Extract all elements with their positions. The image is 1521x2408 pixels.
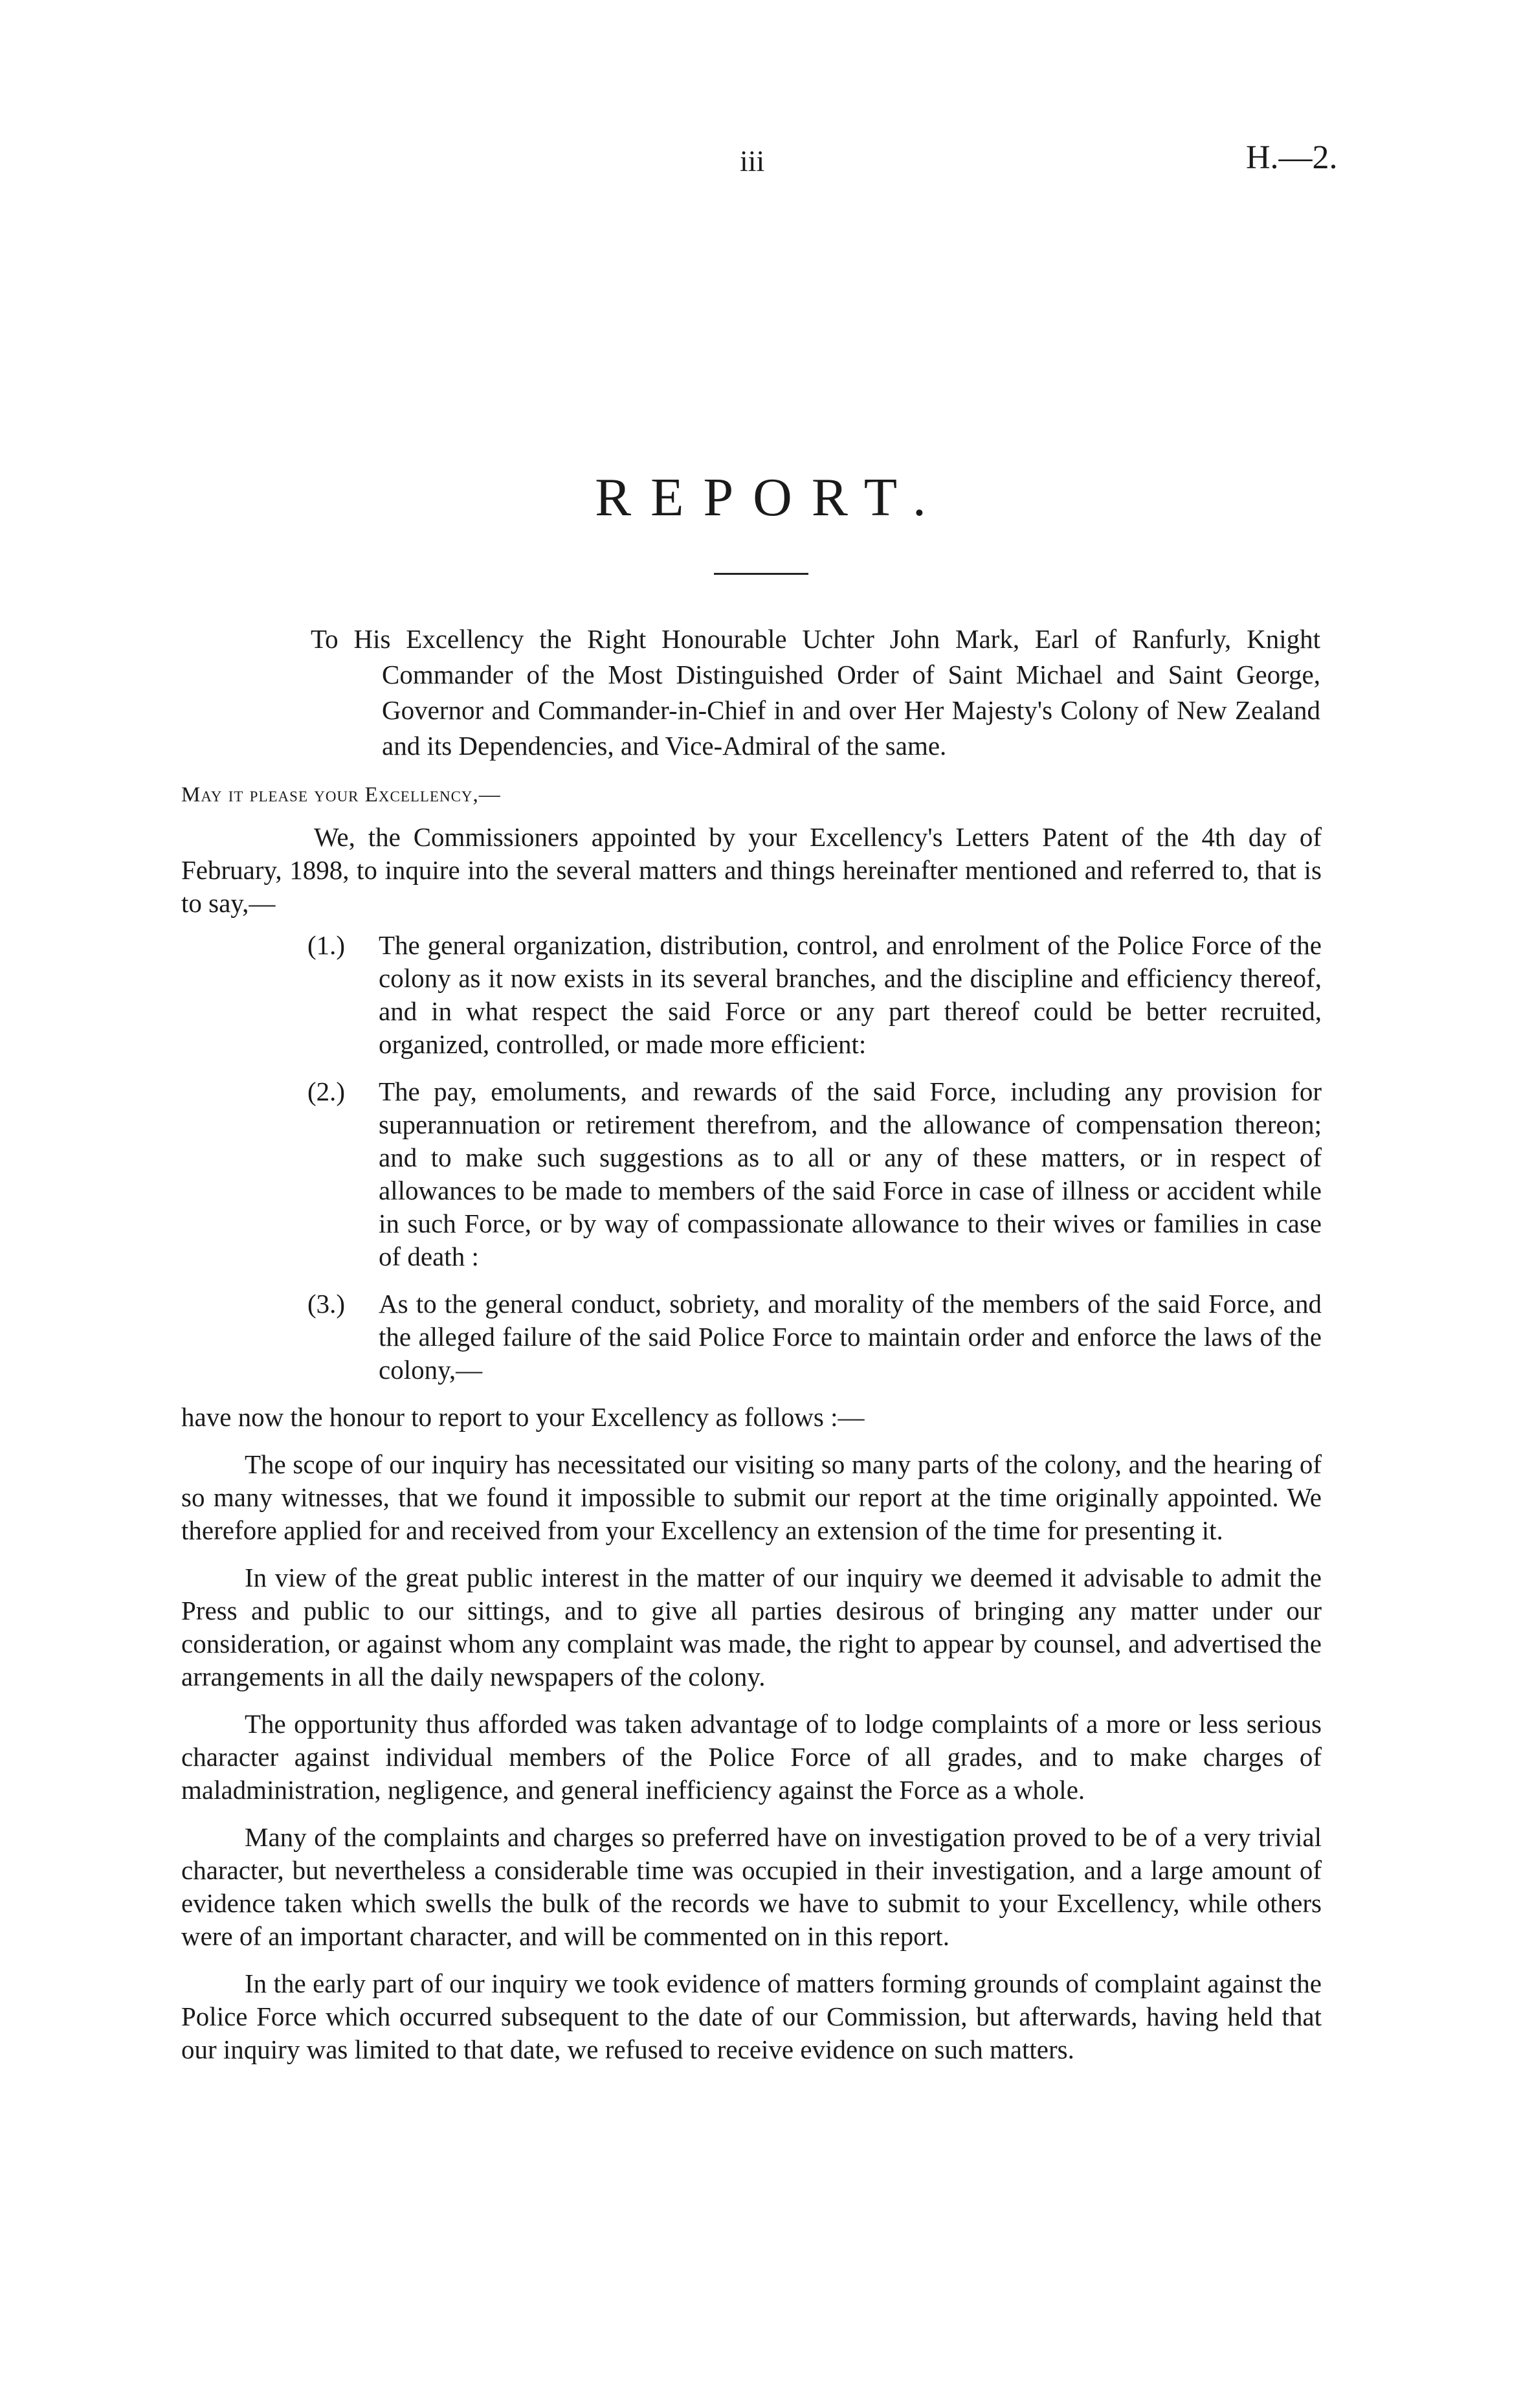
address-text: To His Excellency the Right Honourable Uchter John Mark, Earl of Ranfurly, Knight Commander of the Most Distinguished Order of Saint Michael and Saint George, Governor and Commander-in-Chief in and over Her Majesty's Colony of New Zealand and its Dependencies, and Vice-Admiral of the same.: [311, 624, 1320, 761]
address-block: [311, 621, 1320, 764]
body-paragraph: In view of the great public interest in the matter of our inquiry we deemed it advisable to admit the Press and public to our sittings, and to give all parties desirous of bringing any matter under our consideration, or against whom any complaint was made, the right to appear by counsel, and advertised the arrangements in all the daily newspapers of the colony.: [181, 1563, 1322, 1691]
list-item: [307, 1288, 1322, 1387]
list-item-number: (1.): [307, 930, 346, 960]
list-item-number: (2.): [307, 1076, 346, 1106]
page-number: iii: [740, 144, 765, 177]
body-paragraph: Many of the complaints and charges so preferred have on investigation proved to be of a very trivial character, but nevertheless a considerable time was occupied in their investigation, and a large amount of evidence taken which swells the bulk of the records we have to submit to your Excellency, while others were of an important character, and will be commented on in this report.: [181, 1822, 1322, 1951]
report-title: REPORT.: [595, 467, 946, 528]
terms-of-reference-list: [181, 929, 1322, 1387]
list-item-text: The pay, emoluments, and rewards of the said Force, including any provision for superannuation or retirement therefrom, and the allowance of compensation thereon; and to make such suggestions as to all or any of these matters, or in respect of allowances to be made to members of the said Force in case of illness or accident while in such Force, or by way of compassionate allowance to their wives or families in case of death :: [379, 1076, 1322, 1271]
list-item-text: The general organization, distribution, control, and enrolment of the Police Force of the colony as it now exists in its several branches, and the discipline and efficiency thereof, and in what respect the said Force or any part thereof could be better recruited, organized, controlled, or made more efficient:: [379, 930, 1322, 1059]
continuation-line: have now the honour to report to your Excellency as follows :—: [181, 1402, 865, 1432]
title-divider: [714, 573, 808, 575]
report-body: [181, 821, 1322, 2080]
intro-paragraph: We, the Commissioners appointed by your Excellency's Letters Patent of the 4th day of February, 1898, to inquire into the several matters and things hereinafter mentioned and referred to, that is to say,—: [181, 822, 1322, 918]
body-paragraph: The opportunity thus afforded was taken advantage of to lodge complaints of a more or less serious character against individual members of the Police Force of all grades, and to make charges of maladministration, negligence, and general inefficiency against the Force as a whole.: [181, 1709, 1322, 1805]
list-item: [307, 1075, 1322, 1273]
body-paragraph: The scope of our inquiry has necessitated our visiting so many parts of the colony, and the hearing of so many witnesses, that we found it impossible to submit our report at the time originally appointed. We therefore applied for and received from your Excellency an extension of the time for presenting it.: [181, 1449, 1322, 1545]
list-item: [307, 929, 1322, 1061]
body-paragraph: In the early part of our inquiry we took evidence of matters forming grounds of complaint against the Police Force which occurred subsequent to the date of our Commission, but afterwards, having held that our inquiry was limited to that date, we refused to receive evidence on such matters.: [181, 1968, 1322, 2064]
list-item-text: As to the general conduct, sobriety, and morality of the members of the said Force, and the alleged failure of the said Police Force to maintain order and enforce the laws of the colony,—: [379, 1289, 1322, 1385]
list-item-number: (3.): [307, 1289, 346, 1319]
salutation: May it please your Excellency,—: [181, 783, 501, 807]
document-reference: H.—2.: [1246, 139, 1338, 176]
